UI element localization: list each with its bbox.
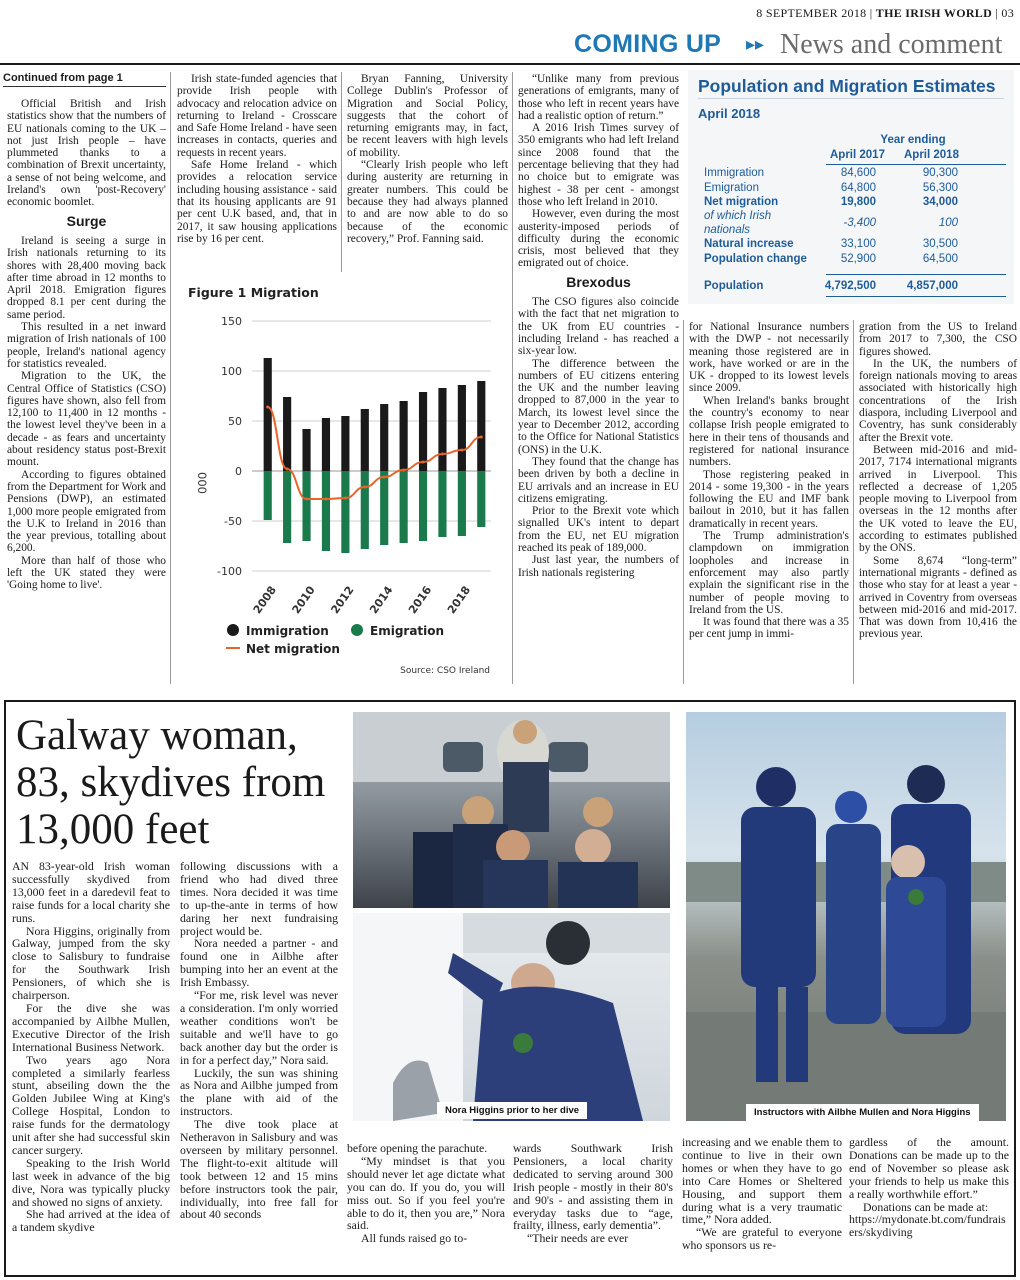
section-coming-up: COMING UP bbox=[574, 30, 722, 58]
row-label: of which Irish bbox=[704, 210, 772, 222]
paragraph: However, even during the most austerity-imposed periods of difficulty during the economic crisis, most believed that they emigrated out of choice. bbox=[518, 208, 679, 270]
x-tick-label: 2014 bbox=[367, 583, 396, 617]
row-label: Population change bbox=[704, 253, 807, 265]
paragraph: Two years ago Nora completed a similarly fearless stunt, abseiling down the the Golden Jubilee Wing at King's College Hospital, London to raise funds for the dermatology unit after she had successful skin cancer surgery. bbox=[12, 1052, 170, 1157]
row-value-2017: 64,800 bbox=[840, 182, 876, 194]
photo-group-instructors bbox=[686, 712, 1006, 1121]
paragraph: “For me, risk level was never a consideration. I'm only worried weather conditions won't be suitable and we'll have to go back another day but the order is in for a perfect day,” Nora said. bbox=[180, 988, 338, 1067]
net-migration-point bbox=[460, 449, 463, 452]
paragraph: Those registering peaked in 2014 - some 19,300 - in the years following the EU and IMF bank bailout in 2010, but it has fallen dramatically in recent years. bbox=[689, 468, 849, 530]
y-tick-label: -50 bbox=[224, 515, 242, 528]
paragraph: before opening the parachute. bbox=[347, 1141, 488, 1155]
paragraph: Just last year, the numbers of Irish nationals registering bbox=[518, 554, 679, 579]
paragraph: According to figures obtained from the Department for Work and Pensions (DWP), an estimated 1,000 more people emigrated from the U.K to Ireland in 2016 than the year previous, totalling about 6,200. bbox=[7, 468, 166, 555]
y-tick-label: 0 bbox=[235, 465, 242, 478]
column-divider bbox=[683, 320, 684, 684]
paragraph: Nora needed a partner - and found one in Ailbhe after bumping into her an event at the Irish Embassy. bbox=[180, 936, 338, 990]
paragraph: Bryan Fanning, University College Dublin's Professor of Migration and Social Policy, suggests that the cohort of returning emigrants may, in fact, be recent leavers with high levels of mobility. bbox=[347, 73, 508, 159]
paragraph: Luckily, the sun was shining as Nora and Ailbhe jumped from the plane with aid of the instructors. bbox=[180, 1065, 338, 1119]
story-column-6 bbox=[849, 1136, 1009, 1239]
column-divider bbox=[512, 72, 513, 684]
article-column-2 bbox=[177, 73, 337, 245]
article-column-4 bbox=[518, 73, 679, 579]
net-migration-point bbox=[363, 486, 366, 489]
paragraph: The difference between the numbers of EU citizens entering the UK and the number leaving dropped to 87,000 in the year to March, its lowest level since the year to December 2012, according to the Office for National Statistics (ONS) in the U.K. bbox=[518, 357, 679, 456]
story-headline: Galway woman, 83, skydives from 13,000 feet bbox=[16, 712, 326, 853]
table-row bbox=[704, 167, 1004, 182]
paragraph: Safe Home Ireland - which provides a relocation service including housing assistance - said that its housing applicants are 91 per cent U.K based, and, that in 2017, it saw housing applications rise by 16 per cent. bbox=[177, 159, 337, 245]
emigration-bar bbox=[458, 471, 466, 536]
paragraph: Nora Higgins, originally from Galway, jumped from the sky close to Salisbury to fundraise for the Southwark Irish Pensioners, of which she is chairperson. bbox=[12, 923, 170, 1003]
paragraph: for National Insurance numbers with the DWP - not necessarily meaning those registered are in work, have worked or are in the UK - dropped to its lowest levels since 2009. bbox=[689, 321, 849, 395]
paragraph: Ireland is seeing a surge in Irish nationals returning to its shores with 28,400 moving back after time abroad in 12 months to April 2018. Emigration figures dropped 8.1 per cent during the same period. bbox=[7, 234, 166, 321]
paragraph: This resulted in a net inward migration of Irish nationals of 100 people, Ireland's national agency for statistics revealed. bbox=[7, 321, 166, 370]
paragraph: They found that the change has been driven by both a decline in EU arrivals and an increase in EU citizens emigrating. bbox=[518, 455, 679, 505]
issue-date: 8 SEPTEMBER 2018 bbox=[756, 6, 867, 20]
table-subtitle: April 2018 bbox=[698, 106, 761, 121]
paragraph: She had arrived at the idea of a tandem skydive bbox=[12, 1207, 170, 1235]
row-label: Emigration bbox=[704, 182, 759, 194]
legend-emigration-marker bbox=[351, 624, 363, 636]
row-label: Natural increase bbox=[704, 238, 794, 250]
x-tick-label: 2012 bbox=[328, 583, 357, 617]
net-migration-point bbox=[441, 453, 444, 456]
paper-name: THE IRISH WORLD bbox=[875, 6, 993, 20]
y-axis-label: 000 bbox=[195, 472, 209, 494]
emigration-bar bbox=[341, 471, 349, 553]
legend-immigration: Immigration bbox=[246, 624, 329, 638]
net-migration-point bbox=[480, 436, 483, 439]
paragraph: “Unlike many from previous generations of emigrants, many of those who left in recent years have had a realistic option of return.” bbox=[518, 73, 679, 122]
row-value-2018: 56,300 bbox=[922, 182, 958, 194]
subhead-brexodus: Brexodus bbox=[566, 273, 631, 290]
table-header bbox=[826, 149, 1006, 165]
paragraph: wards Southwark Irish Pensioners, a local charity dedicated to serving around 300 Irish people - mostly in their 80's and 90's - and assisting them in everyday tasks due to “age, frailty, illness, early dementia”. bbox=[513, 1141, 673, 1233]
year-ending-label: Year ending bbox=[880, 134, 946, 146]
y-tick-label: -100 bbox=[217, 565, 242, 578]
population-table bbox=[688, 70, 1014, 304]
net-migration-point bbox=[266, 406, 269, 409]
immigration-bar bbox=[458, 385, 466, 471]
continued-rule bbox=[3, 86, 166, 87]
caption-nora: Nora Higgins prior to her dive bbox=[437, 1102, 587, 1119]
legend-immigration-marker bbox=[227, 624, 239, 636]
row-value-2017: 52,900 bbox=[840, 253, 876, 265]
article-column-5 bbox=[689, 321, 849, 641]
emigration-bar bbox=[264, 471, 272, 520]
net-migration-point bbox=[383, 476, 386, 479]
story-column-3 bbox=[347, 1142, 505, 1245]
emigration-bar bbox=[438, 471, 446, 537]
paragraph: Some 8,674 “long-term” international migrants - defined as those who stay for at least a year - arrived in Coventry from overseas between mid-2016 and mid-2017. That was down from 10,416 the previous year. bbox=[859, 554, 1017, 641]
paragraph: A 2016 Irish Times survey of 350 emigrants who had left Ireland since 2008 found that the percentage believing that they had no choice but to emigrate was highest - 38 per cent - amongst those who left Ireland in 2010. bbox=[518, 122, 679, 208]
emigration-bar bbox=[302, 471, 310, 541]
paragraph: The dive took place at Netheravon in Salisbury and was overseen by military personnel. The flight-to-exit altitude will took between 12 and 15 mins before instructors took the pair, individually, into free fall for about 40 seconds bbox=[180, 1117, 338, 1222]
paragraph: “Clearly Irish people who left during austerity are returning in greater numbers. This could be because they had always planned to and are now able to do so because of the economic recovery,” Prof. Fanning said. bbox=[347, 159, 508, 245]
table-row bbox=[704, 238, 1004, 253]
emigration-bar bbox=[477, 471, 485, 527]
donation-link[interactable]: https://mydonate.bt.com/fundraisers/skydiving bbox=[849, 1212, 1006, 1240]
plane-interior-illustration bbox=[353, 712, 670, 908]
top-rule bbox=[0, 63, 1020, 65]
immigration-bar bbox=[419, 392, 427, 471]
emigration-bar bbox=[400, 471, 408, 543]
x-tick-label: 2008 bbox=[250, 583, 279, 617]
row-value-2018: 34,000 bbox=[922, 196, 958, 208]
row-value-2018: 30,500 bbox=[922, 238, 958, 250]
row-label: Population bbox=[704, 280, 764, 292]
row-label: Immigration bbox=[704, 167, 765, 179]
net-migration-point bbox=[402, 469, 405, 472]
paragraph: Irish state-funded agencies that provide Irish people with advocacy and relocation advice on returning to Ireland - Crosscare and Safe Home Ireland - have seen increases in contacts, queries and requests in recent years. bbox=[177, 73, 337, 159]
article-column-6 bbox=[859, 321, 1017, 641]
y-tick-label: 150 bbox=[221, 315, 242, 328]
net-migration-point bbox=[344, 497, 347, 500]
x-tick-label: 2018 bbox=[444, 583, 474, 617]
paragraph: All funds raised go to- bbox=[361, 1231, 468, 1246]
caption-group: Instructors with Ailbhe Mullen and Nora Higgins bbox=[746, 1104, 979, 1121]
row-value-2018: 100 bbox=[938, 217, 958, 229]
total-rule bbox=[826, 274, 1006, 275]
table-row bbox=[704, 253, 1004, 268]
paragraph: increasing and we enable them to continue to live in their own homes or when they have to go into Care Homes or Sheltered Housing, and support them during what is a very traumatic time,” Nora added. bbox=[682, 1135, 842, 1227]
row-label: Net migration bbox=[704, 196, 779, 208]
paragraph: The Trump administration's clampdown on immigration loopholes and increase in enforcement may also partly explain the significant rise in the number of people moving to Ireland from the US. bbox=[689, 530, 849, 616]
legend-emigration: Emigration bbox=[370, 624, 445, 638]
table-row bbox=[704, 196, 1004, 211]
story-column-2 bbox=[180, 860, 338, 1221]
total-rule bbox=[826, 296, 1006, 297]
paragraph: Official British and Irish statistics show that the numbers of EU nationals coming to the UK – not just Irish people – have plummeted thanks to a combination of Brexit uncertainty, a sense of not being welcome, and Ireland's own 'post-Recovery' economic boomlet. bbox=[7, 98, 166, 209]
story-column-4 bbox=[513, 1142, 673, 1245]
paragraph: In the UK, the numbers of foreign nationals moving to areas associated with historically high concentrations of the Irish diaspora, including Liverpool and Coventry, has sunk considerably after the Brexit vote. bbox=[859, 357, 1017, 444]
x-tick-label: 2010 bbox=[289, 583, 318, 617]
column-header-2017: April 2017 bbox=[830, 149, 885, 161]
paragraph: “My mindset is that you should never let age dictate what you can do. If you do, you will miss out. So if you feel you're able to do it, then you are,” Nora said. bbox=[347, 1153, 505, 1233]
chart-title: Figure 1 Migration bbox=[188, 285, 319, 300]
row-value-2018: 4,857,000 bbox=[906, 280, 958, 292]
immigration-bar bbox=[361, 409, 369, 471]
column-header-2018: April 2018 bbox=[904, 149, 959, 161]
immigration-bar bbox=[302, 429, 310, 471]
table-title: Population and Migration Estimates bbox=[698, 76, 996, 96]
legend-net-migration: Net migration bbox=[246, 642, 340, 656]
paragraph: “Their needs are ever bbox=[527, 1231, 629, 1246]
paragraph: following discussions with a friend who had dived three times. Nora decided it was time to up-the-ante in terms of how daring her next fundraising project would be. bbox=[180, 859, 338, 938]
masthead: 8 SEPTEMBER 2018 | THE IRISH WORLD | 03 bbox=[756, 6, 1014, 20]
table-row bbox=[704, 182, 1004, 197]
paragraph: It was found that there was a 35 per cent jump in immi- bbox=[689, 616, 849, 641]
immigration-bar bbox=[400, 401, 408, 471]
article-column-3 bbox=[347, 73, 508, 245]
paragraph: gardless of the amount. Donations can be made up to the end of November so please ask your friends to help us make this a really worthwhile effort.” bbox=[849, 1135, 1009, 1201]
title-rule bbox=[698, 98, 1004, 99]
paragraph: Prior to the Brexit vote which signalled UK's intent to depart from the EU, net EU migration reached its peak of 189,000. bbox=[518, 505, 679, 554]
column-divider bbox=[170, 72, 171, 684]
paragraph: AN 83-year-old Irish woman successfully skydived from 13,000 feet in a daredevil feat to raise funds for a local charity she runs. bbox=[12, 859, 170, 925]
paragraph: “We are grateful to everyone who sponsors us re- bbox=[682, 1225, 842, 1253]
paragraph: The CSO figures also coincide with the fact that net migration to the UK from EU countries - including Ireland - has reached a six-year low. bbox=[518, 296, 679, 358]
row-value-2018: 64,500 bbox=[922, 253, 958, 265]
emigration-bar bbox=[283, 471, 291, 543]
migration-chart bbox=[176, 276, 506, 680]
column-divider bbox=[853, 320, 854, 684]
paragraph: Donations can be made at: bbox=[863, 1199, 989, 1214]
y-tick-label: 50 bbox=[228, 415, 242, 428]
chart-source: Source: CSO Ireland bbox=[400, 666, 490, 676]
paragraph: gration from the US to Ireland from 2017 to 7,300, the CSO figures showed. bbox=[859, 321, 1017, 358]
photo-plane-interior bbox=[353, 712, 670, 908]
double-arrow-icon: ▸▸ bbox=[746, 34, 765, 55]
row-value-2017: 4,792,500 bbox=[824, 280, 876, 292]
emigration-bar bbox=[419, 471, 427, 541]
subhead-surge: Surge bbox=[66, 212, 107, 229]
row-value-2017: 84,600 bbox=[840, 167, 876, 179]
y-tick-label: 100 bbox=[221, 365, 242, 378]
x-tick-label: 2016 bbox=[406, 583, 435, 617]
group-illustration bbox=[686, 712, 1006, 1121]
paragraph: More than half of those who left the UK stated they were 'Going home to live'. bbox=[7, 554, 166, 592]
continued-label: Continued from page 1 bbox=[3, 72, 123, 84]
paragraph: For the dive she was accompanied by Ailbhe Mullen, Executive Director of the Irish International Business Network. bbox=[12, 1000, 170, 1054]
emigration-bar bbox=[380, 471, 388, 545]
net-migration-point bbox=[324, 498, 327, 501]
paragraph: When Ireland's banks brought the country's economy to near collapse Irish people emigrated to here in their tens of thousands and registered for national insurance numbers. bbox=[689, 394, 849, 469]
table-row bbox=[704, 280, 1004, 295]
paragraph: Speaking to the Irish World last week in advance of the big dive, Nora was typically plucky and showed no signs of anxiety. bbox=[12, 1155, 170, 1209]
nora-dive-illustration bbox=[353, 913, 670, 1121]
article-column-1 bbox=[7, 98, 166, 592]
immigration-bar bbox=[264, 358, 272, 471]
chart-svg bbox=[176, 276, 506, 680]
photo-nora-prior-dive bbox=[353, 913, 670, 1121]
net-migration-point bbox=[305, 498, 308, 501]
immigration-bar bbox=[477, 381, 485, 471]
immigration-bar bbox=[438, 388, 446, 471]
story-column-1 bbox=[12, 860, 170, 1234]
story-column-5 bbox=[682, 1136, 842, 1252]
column-divider bbox=[341, 72, 342, 272]
emigration-bar bbox=[322, 471, 330, 551]
row-label: nationals bbox=[704, 224, 751, 236]
emigration-bar bbox=[361, 471, 369, 549]
page-number: 03 bbox=[1001, 6, 1014, 20]
paragraph: Between mid-2016 and mid-2017, 7174 international migrants arrived in Liverpool. This reflected a decrease of 1,205 people moving to Liverpool from overseas in the 12 months after the UK voted to leave the EU, according to estimates published by the ONS. bbox=[859, 443, 1017, 555]
table-row bbox=[704, 217, 1004, 239]
section-news-comment: News and comment bbox=[780, 29, 1003, 60]
net-migration-point bbox=[422, 461, 425, 464]
row-value-2017: 33,100 bbox=[840, 238, 876, 250]
immigration-bar bbox=[341, 416, 349, 471]
row-value-2018: 90,300 bbox=[922, 167, 958, 179]
paragraph: Migration to the UK, the Central Office of Statistics (CSO) figures have shown, also fell from 12,100 to 11,400 in 12 months - the lowest level they've been in a decade - as fears and uncertainty about residency status post-Brexit mount. bbox=[7, 370, 166, 469]
row-value-2017: -3,400 bbox=[843, 217, 876, 229]
immigration-bar bbox=[283, 397, 291, 471]
immigration-bar bbox=[322, 418, 330, 471]
row-value-2017: 19,800 bbox=[840, 196, 876, 208]
immigration-bar bbox=[380, 404, 388, 471]
net-migration-point bbox=[286, 468, 289, 471]
